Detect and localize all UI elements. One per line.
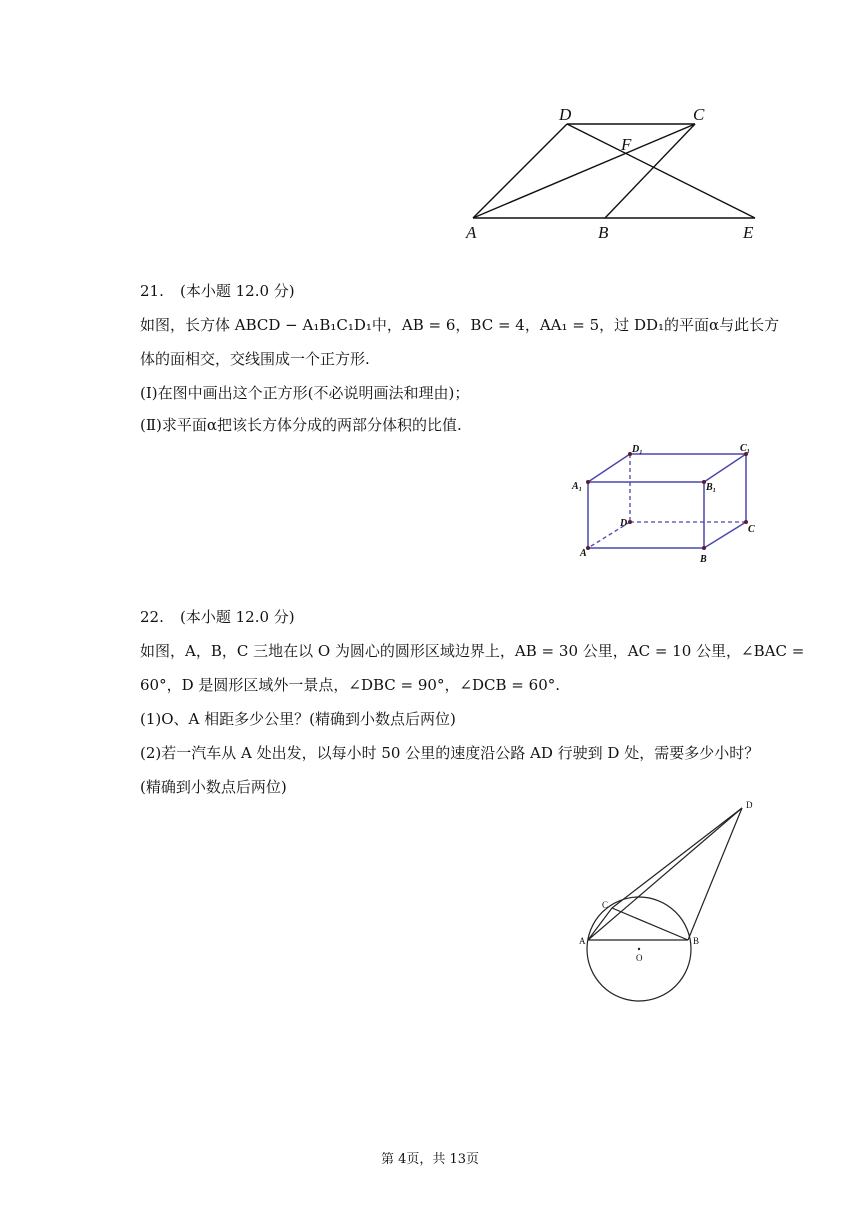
label-A: A (466, 223, 477, 242)
label-A1: A₁ (572, 481, 583, 492)
label-D1: D₁ (632, 444, 643, 455)
q21-line-4: (Ⅱ)求平面α把该长方体分成的两部分体积的比值. (140, 416, 462, 434)
q21-line-3: (Ⅰ)在图中画出这个正方形(不必说明画法和理由)； (140, 384, 470, 402)
label-C: C (748, 524, 755, 535)
label-D: D (746, 800, 753, 810)
q21-points: (本小题 12.0 分) (180, 282, 295, 300)
figure-cuboid (568, 442, 768, 566)
q22-line-3: (1)O、A 相距多少公里？(精确到小数点后两位) (140, 710, 456, 728)
q22-line-4: (2)若一汽车从 A 处出发，以每小时 50 公里的速度沿公路 AD 行驶到 D 处，需要多少小时？ (140, 744, 760, 762)
q21-number: 21. (140, 282, 164, 300)
figure-trapezoid (455, 98, 765, 244)
label-O: O (636, 953, 643, 963)
label-C: C (602, 900, 609, 910)
page-footer: 第 4页，共 13页 (380, 1152, 480, 1167)
q22-points: (本小题 12.0 分) (180, 608, 295, 626)
q22-line-5: (精确到小数点后两位) (140, 778, 287, 796)
label-C1: C₁ (740, 443, 751, 454)
label-B: B (700, 554, 707, 565)
q22-number: 22. (140, 608, 164, 626)
q22-header (140, 606, 295, 627)
label-B: B (693, 936, 700, 946)
label-B1: B₁ (706, 482, 717, 493)
label-E: E (743, 223, 754, 242)
label-D: D (620, 518, 628, 529)
figure-circle (570, 796, 770, 1010)
label-D: D (559, 105, 572, 124)
q21-line-1: 如图，长方体 ABCD − A₁B₁C₁D₁中，AB = 6，BC = 4，AA₁ = 5，过 DD₁的平面α与此长方 (140, 316, 780, 334)
label-F: F (621, 135, 632, 154)
q21-header (140, 280, 295, 301)
q22-line-2: 60°，D 是圆形区域外一景点，∠DBC = 90°，∠DCB = 60°. (140, 676, 561, 694)
label-B: B (598, 223, 609, 242)
label-C: C (693, 105, 705, 124)
q22-line-1: 如图，A，B，C 三地在以 O 为圆心的圆形区域边界上，AB = 30 公里，AC = 10 公里，∠BAC = (140, 642, 805, 660)
label-A: A (580, 548, 587, 559)
label-A: A (579, 936, 586, 946)
q21-line-2: 体的面相交，交线围成一个正方形. (140, 350, 370, 368)
